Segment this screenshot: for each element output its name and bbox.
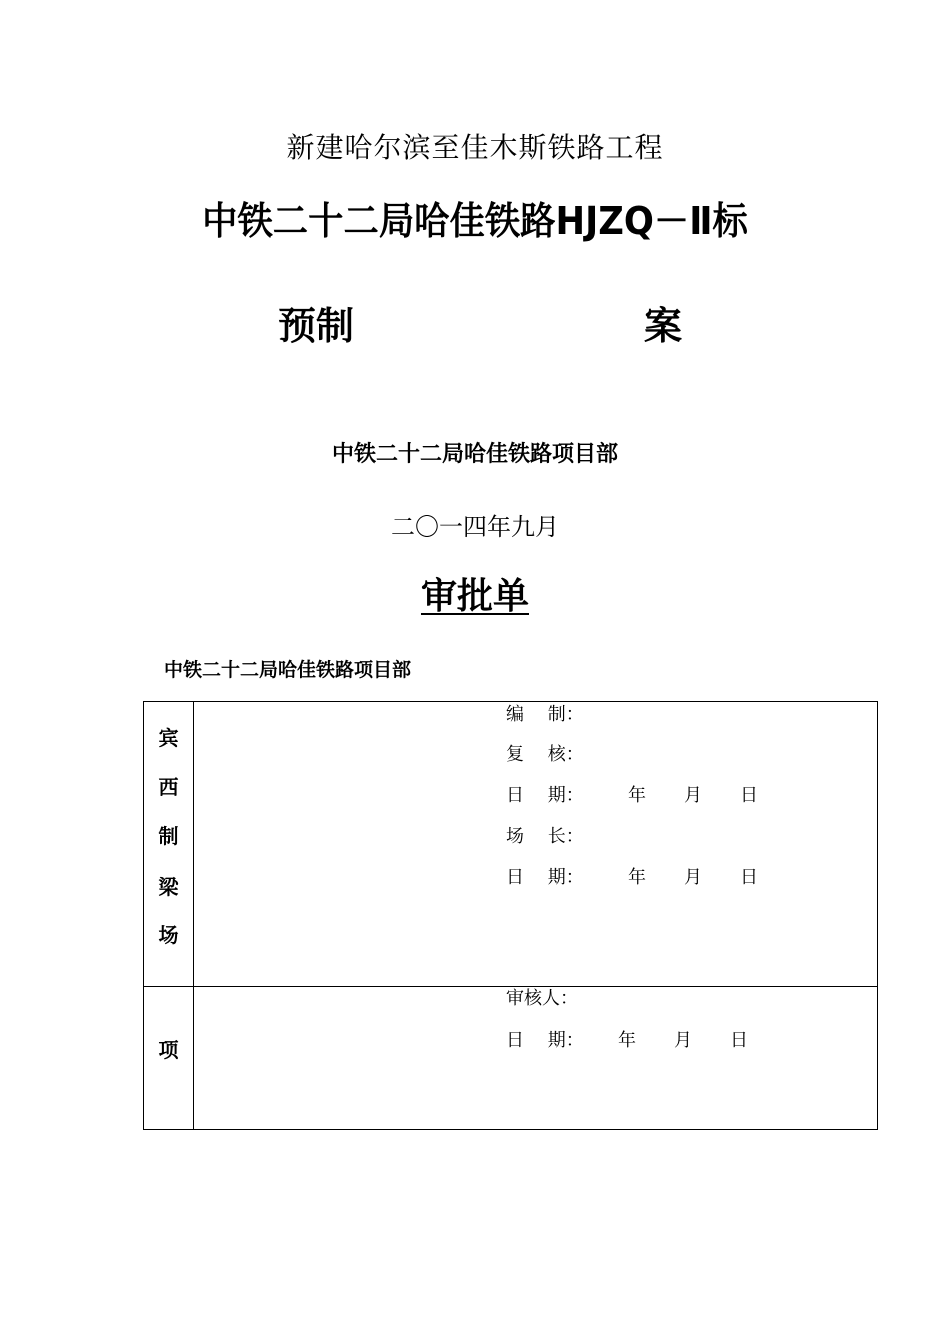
reviewer-field [506, 987, 630, 1011]
date2-label: 日 期： [506, 867, 584, 888]
year-unit: 年 [628, 867, 646, 888]
month-unit: 月 [674, 1030, 692, 1051]
year-unit: 年 [628, 785, 646, 806]
plan-title-left-fragment: 预制 [278, 304, 355, 348]
section2-label: 项 [158, 1038, 179, 1062]
year-unit: 年 [618, 1030, 636, 1051]
contract-title: 中铁二十二局哈佳铁路HJZQ－Ⅱ标 [202, 199, 748, 243]
review-label: 复 核： [506, 744, 584, 765]
date3-label: 日 期： [506, 1030, 584, 1051]
reviewer-label: 审核人： [506, 988, 578, 1009]
month-unit: 月 [684, 867, 702, 888]
date-label: 日 期： [506, 785, 584, 806]
review-field [506, 743, 630, 767]
table-border-right [877, 701, 878, 1130]
table-label-column-divider [193, 701, 194, 1130]
date2-field [506, 866, 630, 890]
table-border-top [143, 701, 878, 702]
section1-label-char: 制 [158, 824, 179, 848]
compile-label: 编 制： [506, 704, 584, 725]
month-unit: 月 [684, 785, 702, 806]
department-name: 中铁二十二局哈佳铁路项目部 [331, 442, 618, 467]
table-border-bottom [143, 1129, 878, 1130]
document-date: 二〇一四年九月 [391, 513, 559, 541]
section1-label-char: 宾 [158, 726, 179, 750]
day-unit: 日 [730, 1030, 748, 1051]
approval-heading [0, 573, 950, 621]
manager-field [506, 825, 630, 849]
date-field [506, 784, 630, 808]
manager-label: 场 长： [506, 826, 584, 847]
section1-label-char: 梁 [158, 875, 179, 899]
day-unit: 日 [740, 867, 758, 888]
day-unit: 日 [740, 785, 758, 806]
approval-organization: 中铁二十二局哈佳铁路项目部 [164, 659, 412, 681]
approval-heading-text: 审批单 [420, 576, 529, 617]
section1-label-char: 西 [158, 775, 179, 799]
date3-field [506, 1029, 630, 1053]
plan-title-right-fragment: 案 [644, 304, 683, 348]
compile-field [506, 703, 630, 727]
project-name: 新建哈尔滨至佳木斯铁路工程 [286, 131, 664, 164]
section1-label-char: 场 [158, 923, 179, 947]
